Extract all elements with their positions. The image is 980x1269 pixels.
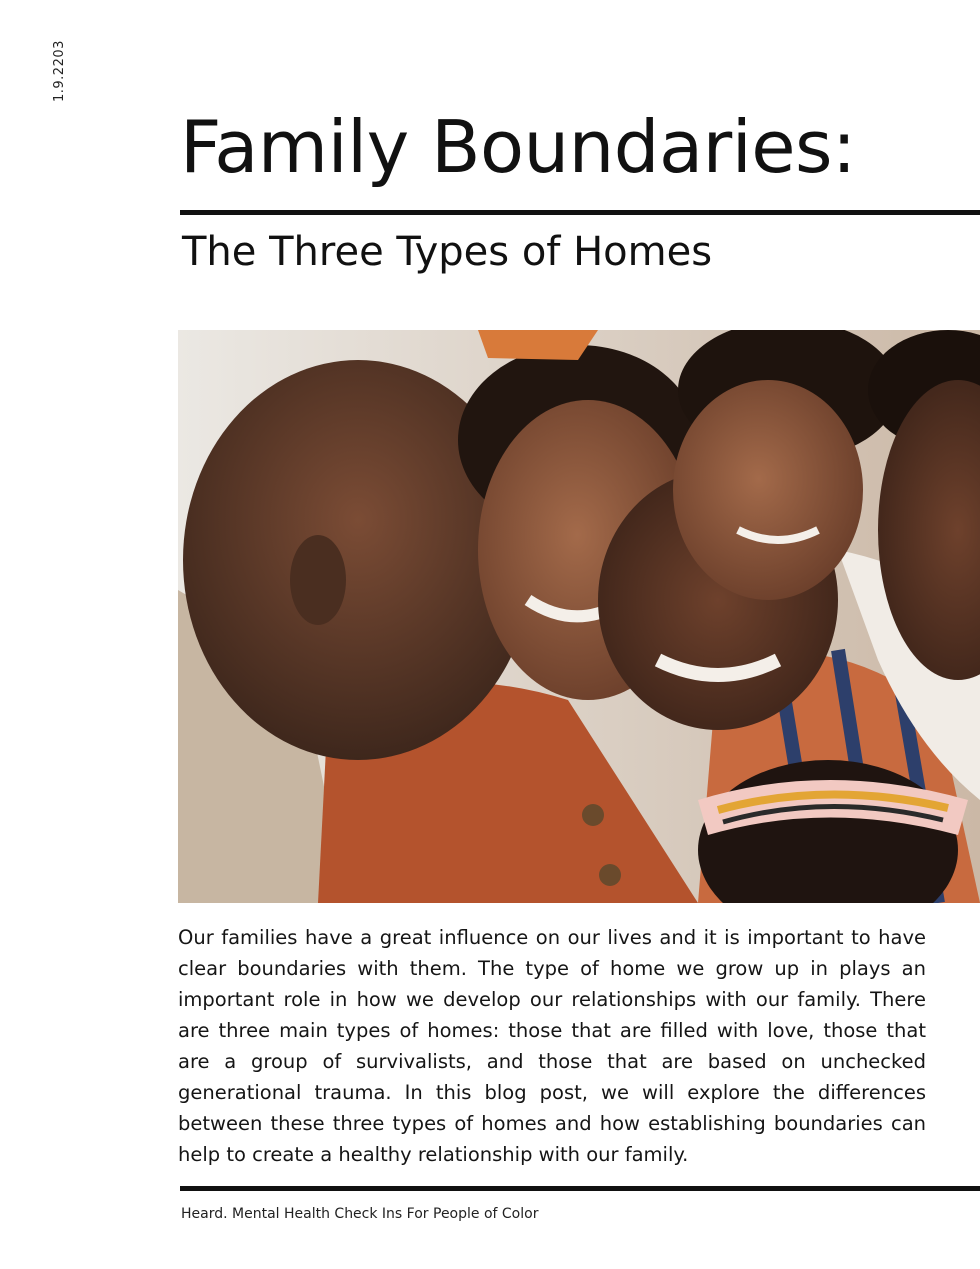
footer-text: Heard. Mental Health Check Ins For People of Color — [181, 1206, 539, 1222]
date-stamp — [50, 40, 72, 102]
page-title: Family Boundaries: — [180, 105, 856, 189]
date-text: 1.9.2203 — [52, 40, 67, 102]
intro-paragraph: Our families have a great influence on our lives and it is important to have clear boundaries with them. The type of home we grow up in plays an important role in how we develop our relationships with our family. There are three main types of homes: those that are filled with love, those that are a group of survivalists, and those that are based on unchecked generational trauma. In this blog post, we will explore the differences between these three types of homes and how establishing boundaries can help to create a healthy relationship with our family. — [178, 926, 926, 1166]
title-divider — [180, 210, 980, 215]
page-subtitle: The Three Types of Homes — [182, 229, 713, 275]
footer-divider — [180, 1186, 980, 1191]
family-hug-photo — [178, 330, 980, 903]
